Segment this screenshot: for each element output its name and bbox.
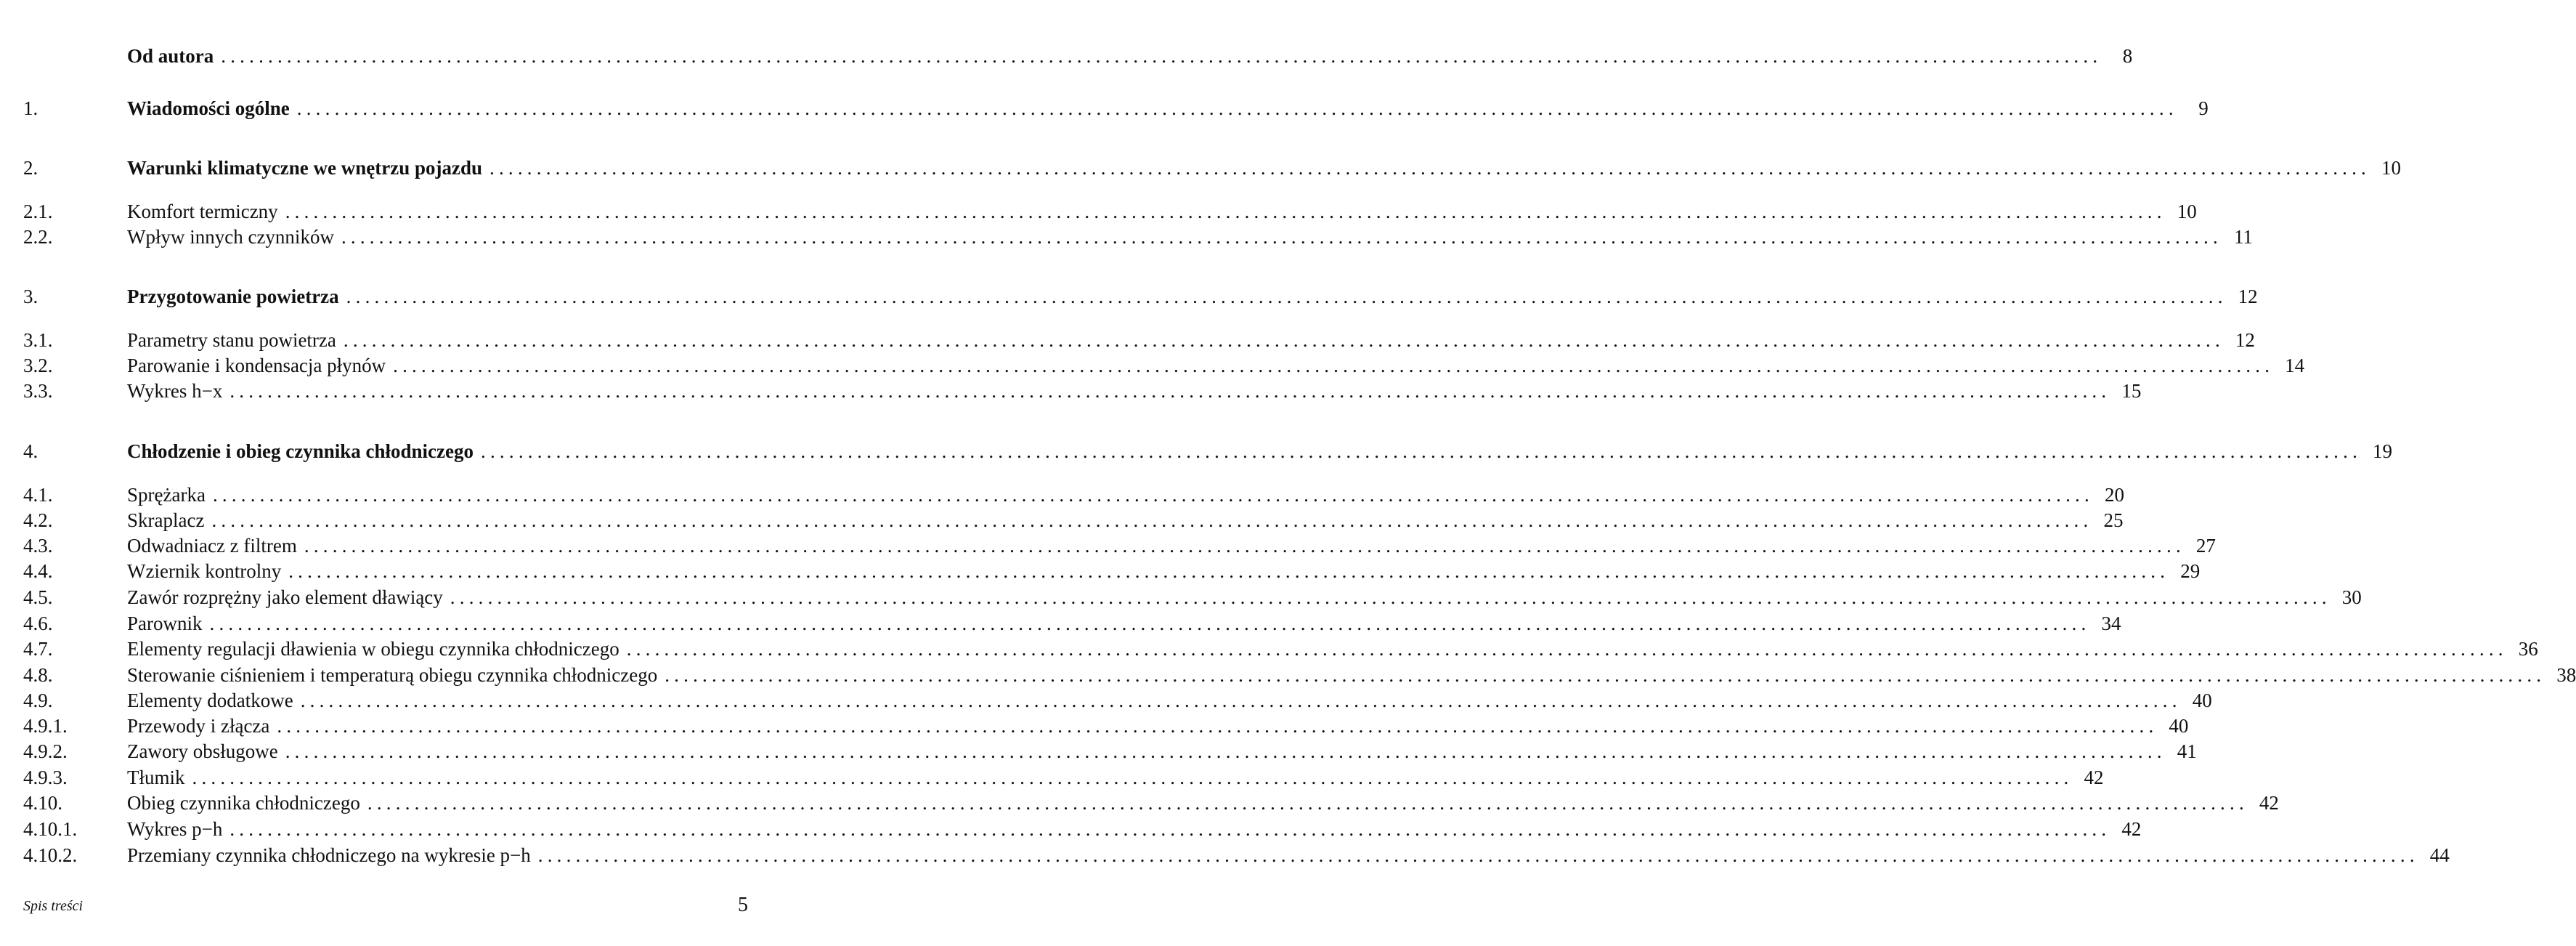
toc-entry-page: 41 (2177, 740, 2197, 762)
toc-entry (23, 585, 2362, 610)
toc-entry-title: Przygotowanie powietrza (127, 286, 339, 307)
dot-leader: ........................................................................................................................................................................................................ (209, 613, 2091, 634)
toc-entry-number: 4.2. (23, 509, 53, 531)
toc-entry (23, 739, 2197, 764)
toc-entry-number: 4.1. (23, 484, 53, 506)
toc-entry (23, 482, 2124, 507)
toc-entry (23, 96, 2209, 121)
toc-entry-page: 44 (2429, 844, 2450, 866)
dot-leader: ........................................................................................................................................................................................................ (346, 286, 2227, 307)
footer-label: Spis treści (23, 898, 84, 914)
toc-entry-title: Wykres p−h (127, 818, 223, 840)
toc-entry-page: 42 (2084, 767, 2104, 788)
dot-leader: ........................................................................................................................................................................................................ (481, 440, 2362, 462)
dot-leader: ........................................................................................................................................................................................................ (211, 509, 2093, 531)
toc-entry-title: Przewody i złącza (127, 715, 270, 737)
toc-entry (23, 843, 2450, 868)
toc-entry-title: Chłodzenie i obieg czynnika chłodniczego (127, 440, 474, 462)
footer-page-number: 5 (738, 894, 748, 916)
dot-leader: ........................................................................................................................................................................................................ (341, 226, 2222, 248)
toc-entry-number: 4.3. (23, 535, 53, 557)
toc-entry-number: 4.10. (23, 792, 62, 814)
toc-entry-number: 2.1. (23, 201, 53, 222)
toc-entry-page: 11 (2233, 226, 2253, 248)
toc-entry-number: 4.9.1. (23, 715, 68, 737)
toc-entry-title: Wpływ innych czynników (127, 226, 334, 248)
toc-entry-page: 42 (2121, 818, 2142, 840)
toc-entry-title: Tłumik (127, 767, 185, 788)
toc-entry-page: 19 (2373, 440, 2393, 462)
toc-entry-title: Komfort termiczny (127, 201, 278, 222)
dot-leader: ........................................................................................................................................................................................................ (489, 157, 2370, 179)
toc-entry-title: Skraplacz (127, 509, 205, 531)
toc-entry-title: Od autora (127, 45, 214, 67)
toc-entry-number: 4. (23, 440, 38, 462)
dot-leader: ........................................................................................................................................................................................................ (285, 201, 2166, 222)
toc-entry-number: 4.7. (23, 638, 53, 660)
toc-entry (23, 508, 2124, 533)
toc-entry (23, 328, 2255, 352)
toc-entry-number: 3.2. (23, 355, 53, 376)
toc-entry-title: Wykres h−x (127, 380, 223, 402)
dot-leader: ........................................................................................................................................................................................................ (450, 586, 2331, 608)
toc-entry-title: Sprężarka (127, 484, 206, 506)
dot-leader: ........................................................................................................................................................................................................ (393, 355, 2275, 376)
toc-entry-page: 38 (2556, 664, 2576, 686)
dot-leader: ........................................................................................................................................................................................................ (192, 767, 2073, 788)
toc-entry (23, 688, 2212, 713)
toc-entry (23, 353, 2305, 378)
dot-leader: ........................................................................................................................................................................................................ (229, 818, 2111, 840)
dot-leader: ........................................................................................................................................................................................................ (304, 535, 2185, 557)
toc-entry-page: 34 (2101, 613, 2121, 634)
toc-entry-page: 36 (2518, 638, 2538, 660)
toc-entry-number: 3.3. (23, 380, 53, 402)
toc-entry (23, 199, 2197, 224)
toc-entry-number: 4.5. (23, 586, 53, 608)
toc-entry (23, 284, 2258, 309)
toc-entry-page: 40 (2169, 715, 2189, 737)
toc-entry-page: 15 (2121, 380, 2142, 402)
dot-leader: ........................................................................................................................................................................................................ (288, 560, 2170, 582)
toc-entry-number: 3. (23, 286, 38, 307)
toc-entry-number: 4.10.1. (23, 818, 78, 840)
dot-leader: ........................................................................................................................................................................................................ (343, 329, 2224, 351)
toc-entry-page: 10 (2381, 157, 2401, 179)
toc-entry (23, 713, 2189, 738)
toc-entry (23, 379, 2142, 403)
toc-entry-title: Zawór rozprężny jako element dławiący (127, 586, 443, 608)
toc-entry-number: 2.2. (23, 226, 53, 248)
toc-entry-number: 3.1. (23, 329, 53, 351)
toc-entry-page: 20 (2104, 484, 2124, 506)
dot-leader: ........................................................................................................................................................................................................ (626, 638, 2508, 660)
toc-entry (23, 636, 2538, 661)
dot-leader: ........................................................................................................................................................................................................ (277, 715, 2158, 737)
toc-entry (23, 439, 2393, 464)
toc-entry-number: 4.4. (23, 560, 53, 582)
toc-entry-number: 4.9. (23, 690, 53, 711)
toc-entry-title: Elementy regulacji dławienia w obiegu czynnika chłodniczego (127, 638, 619, 660)
toc-entry (23, 611, 2121, 636)
toc-entry-title: Sterowanie ciśnieniem i temperaturą obiegu czynnika chłodniczego (127, 664, 658, 686)
toc-entry-number: 4.9.3. (23, 767, 68, 788)
toc-entry-number: 4.6. (23, 613, 53, 634)
toc-entry-title: Odwadniacz z filtrem (127, 535, 297, 557)
toc-entry-page: 12 (2238, 286, 2258, 307)
toc-entry-page: 8 (2122, 45, 2133, 67)
toc-entry-title: Parametry stanu powietrza (127, 329, 336, 351)
toc-entry-title: Elementy dodatkowe (127, 690, 293, 711)
toc-entry-title: Wiadomości ogólne (127, 97, 290, 119)
toc-entry-page: 25 (2103, 509, 2124, 531)
toc-entry-page: 9 (2198, 97, 2209, 119)
toc-entry-number: 4.9.2. (23, 740, 68, 762)
toc-entry-page: 40 (2192, 690, 2212, 711)
toc-entry (23, 44, 2133, 68)
dot-leader: ........................................................................................................................................................................................................ (229, 380, 2111, 402)
toc-entry (23, 155, 2401, 180)
toc-entry-title: Parownik (127, 613, 203, 634)
toc-entry-page: 12 (2235, 329, 2255, 351)
toc-entry (23, 663, 2576, 687)
dot-leader: ........................................................................................................................................................................................................ (285, 740, 2166, 762)
dot-leader: ........................................................................................................................................................................................................ (212, 484, 2094, 506)
toc-entry-number: 1. (23, 97, 38, 119)
toc-entry-page: 29 (2180, 560, 2201, 582)
toc-entry (23, 533, 2216, 558)
toc-entry (23, 225, 2253, 249)
dot-leader: ........................................................................................................................................................................................................ (537, 844, 2419, 866)
toc-entry-title: Zawory obsługowe (127, 740, 278, 762)
dot-leader: ........................................................................................................................................................................................................ (221, 45, 2102, 67)
toc-entry-page: 42 (2259, 792, 2279, 814)
toc-entry-title: Parowanie i kondensacja płynów (127, 355, 386, 376)
toc-entry (23, 791, 2279, 815)
dot-leader: ........................................................................................................................................................................................................ (367, 792, 2248, 814)
toc-entry-title: Przemiany czynnika chłodniczego na wykresie p−h (127, 844, 531, 866)
toc-entry-title: Warunki klimatyczne we wnętrzu pojazdu (127, 157, 482, 179)
dot-leader: ........................................................................................................................................................................................................ (300, 690, 2182, 711)
toc-entry-page: 27 (2195, 535, 2216, 557)
toc-entry-title: Wziernik kontrolny (127, 560, 282, 582)
toc-entry-number: 2. (23, 157, 38, 179)
toc-entry (23, 559, 2201, 583)
dot-leader: ........................................................................................................................................................................................................ (296, 97, 2178, 119)
toc-entry-page: 14 (2285, 355, 2305, 376)
toc-entry-page: 10 (2177, 201, 2197, 222)
toc-entry (23, 765, 2104, 790)
toc-entry-number: 4.8. (23, 664, 53, 686)
toc-entry (23, 817, 2142, 841)
toc-entry-number: 4.10.2. (23, 844, 78, 866)
toc-entry-page: 30 (2341, 586, 2362, 608)
dot-leader: ........................................................................................................................................................................................................ (665, 664, 2546, 686)
toc-entry-title: Obieg czynnika chłodniczego (127, 792, 360, 814)
